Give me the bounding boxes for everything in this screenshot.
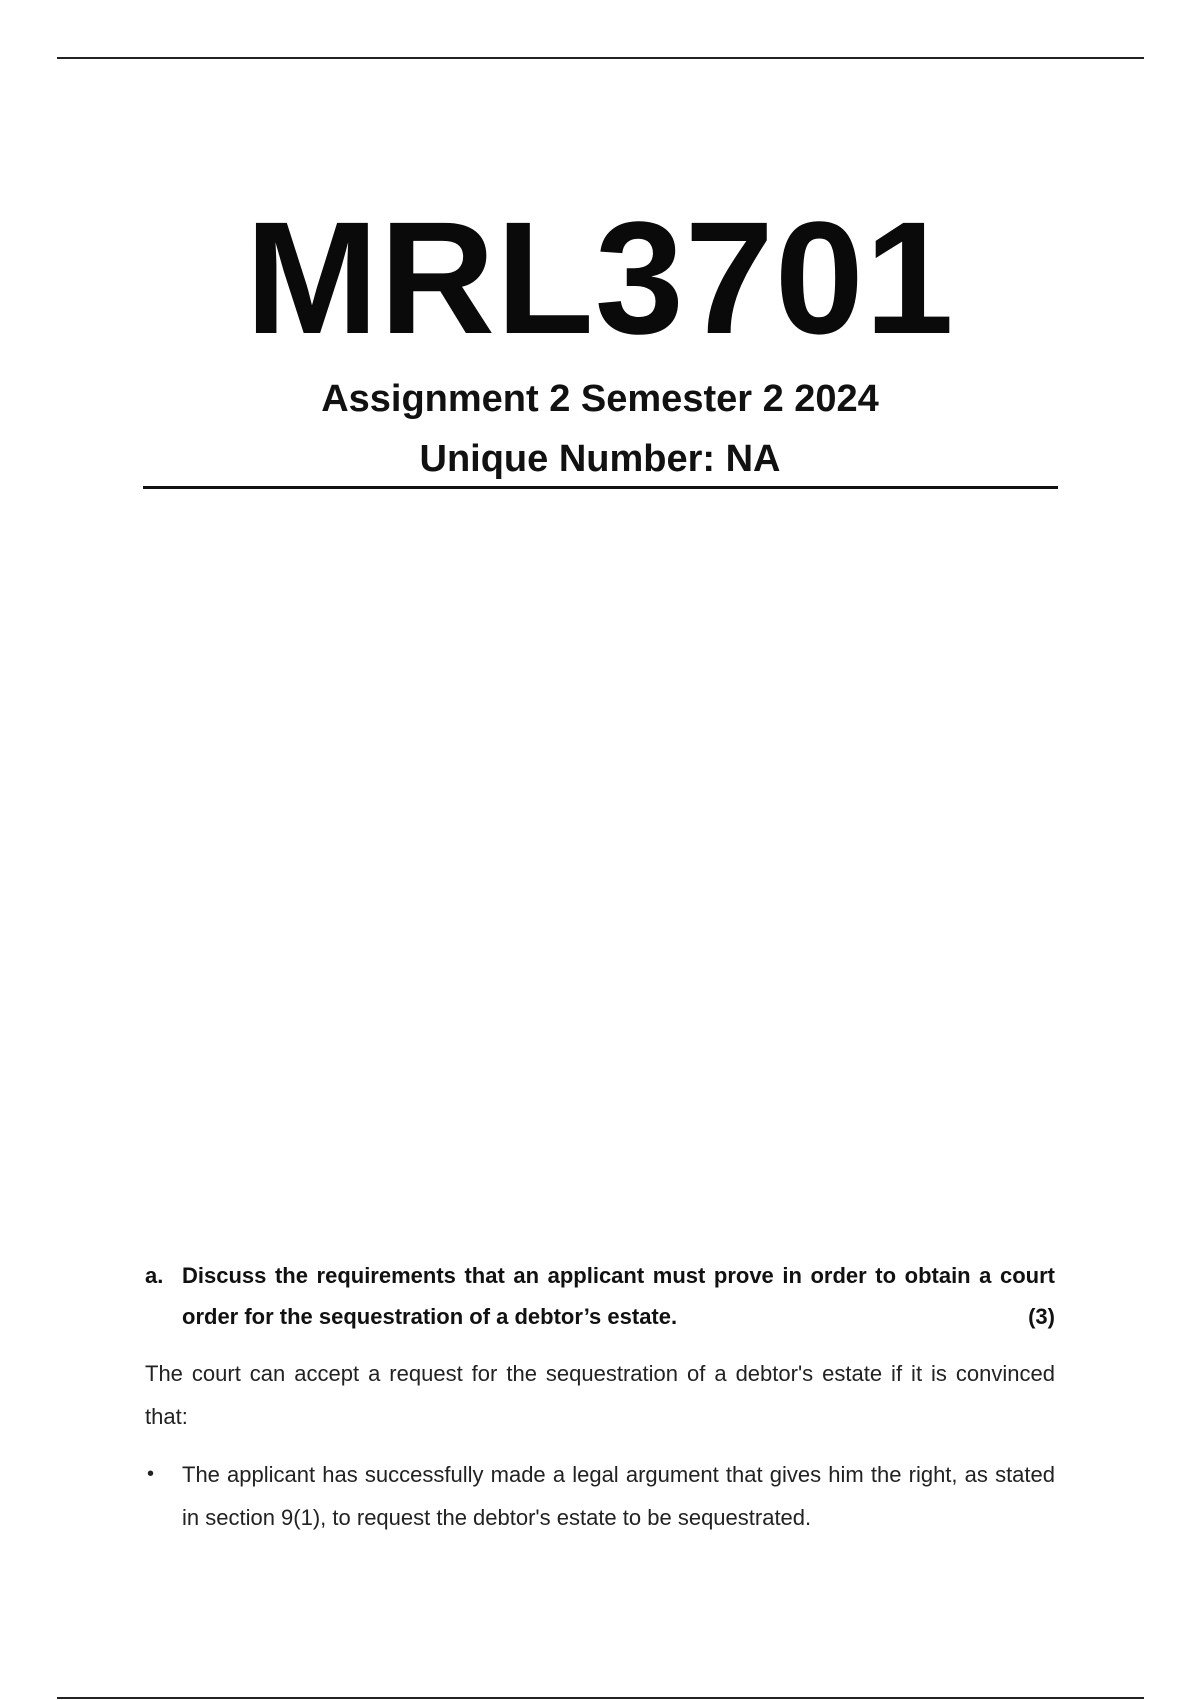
assignment-subtitle: Assignment 2 Semester 2 2024: [321, 378, 879, 420]
top-divider: [57, 57, 1144, 59]
bottom-divider: [57, 1697, 1144, 1699]
bullet-icon: •: [147, 1463, 155, 1485]
question-body: [182, 1255, 1055, 1337]
list-item: [145, 1453, 1055, 1539]
answer-intro: The court can accept a request for the sequestration of a debtor's estate if it is convinced that:: [145, 1361, 1055, 1429]
course-code-title: MRL3701: [245, 188, 955, 367]
unique-number-subtitle: Unique Number: NA: [419, 438, 781, 480]
title-underline: [143, 486, 1058, 489]
question-text: Discuss the requirements that an applicant must prove in order to obtain a court order for the sequestration of a debtor’s estate.: [182, 1263, 1055, 1329]
list-item-text: The applicant has successfully made a legal argument that gives him the right, as stated in section 9(1), to request the debtor's estate to be sequestrated.: [182, 1462, 1055, 1530]
question-marks: (3): [1028, 1304, 1055, 1329]
question-label: a.: [145, 1263, 164, 1288]
question-block: [145, 1255, 1055, 1337]
